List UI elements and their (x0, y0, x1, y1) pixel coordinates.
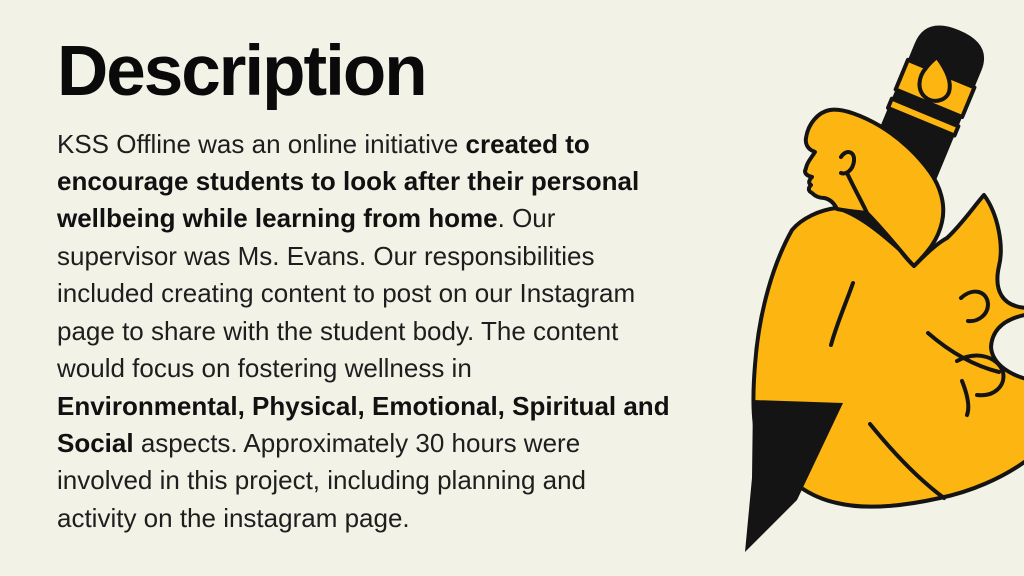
paragraph-line: supervisor was Ms. Evans. Our responsibilities (57, 240, 595, 271)
description-paragraph (57, 126, 747, 537)
paragraph-line: encourage students to look after their personal (57, 166, 640, 197)
page-title: Description (57, 32, 426, 111)
paragraph-line: activity on the instagram page. (57, 502, 410, 533)
text-column (57, 34, 747, 537)
paragraph-line: Environmental, Physical, Emotional, Spiritual and (57, 390, 670, 421)
person-with-pencil-illustration (700, 0, 1024, 576)
paragraph-line: page to share with the student body. The content (57, 315, 619, 346)
paragraph-line: would focus on fostering wellness in (57, 353, 472, 384)
paragraph-line: wellbeing while learning from home. Our (57, 203, 556, 234)
paragraph-line: Social aspects. Approximately 30 hours were (57, 427, 581, 458)
paragraph-line: KSS Offline was an online initiative created to (57, 128, 590, 159)
paragraph-line: included creating content to post on our Instagram (57, 278, 636, 309)
paragraph-line: involved in this project, including planning and (57, 465, 587, 496)
